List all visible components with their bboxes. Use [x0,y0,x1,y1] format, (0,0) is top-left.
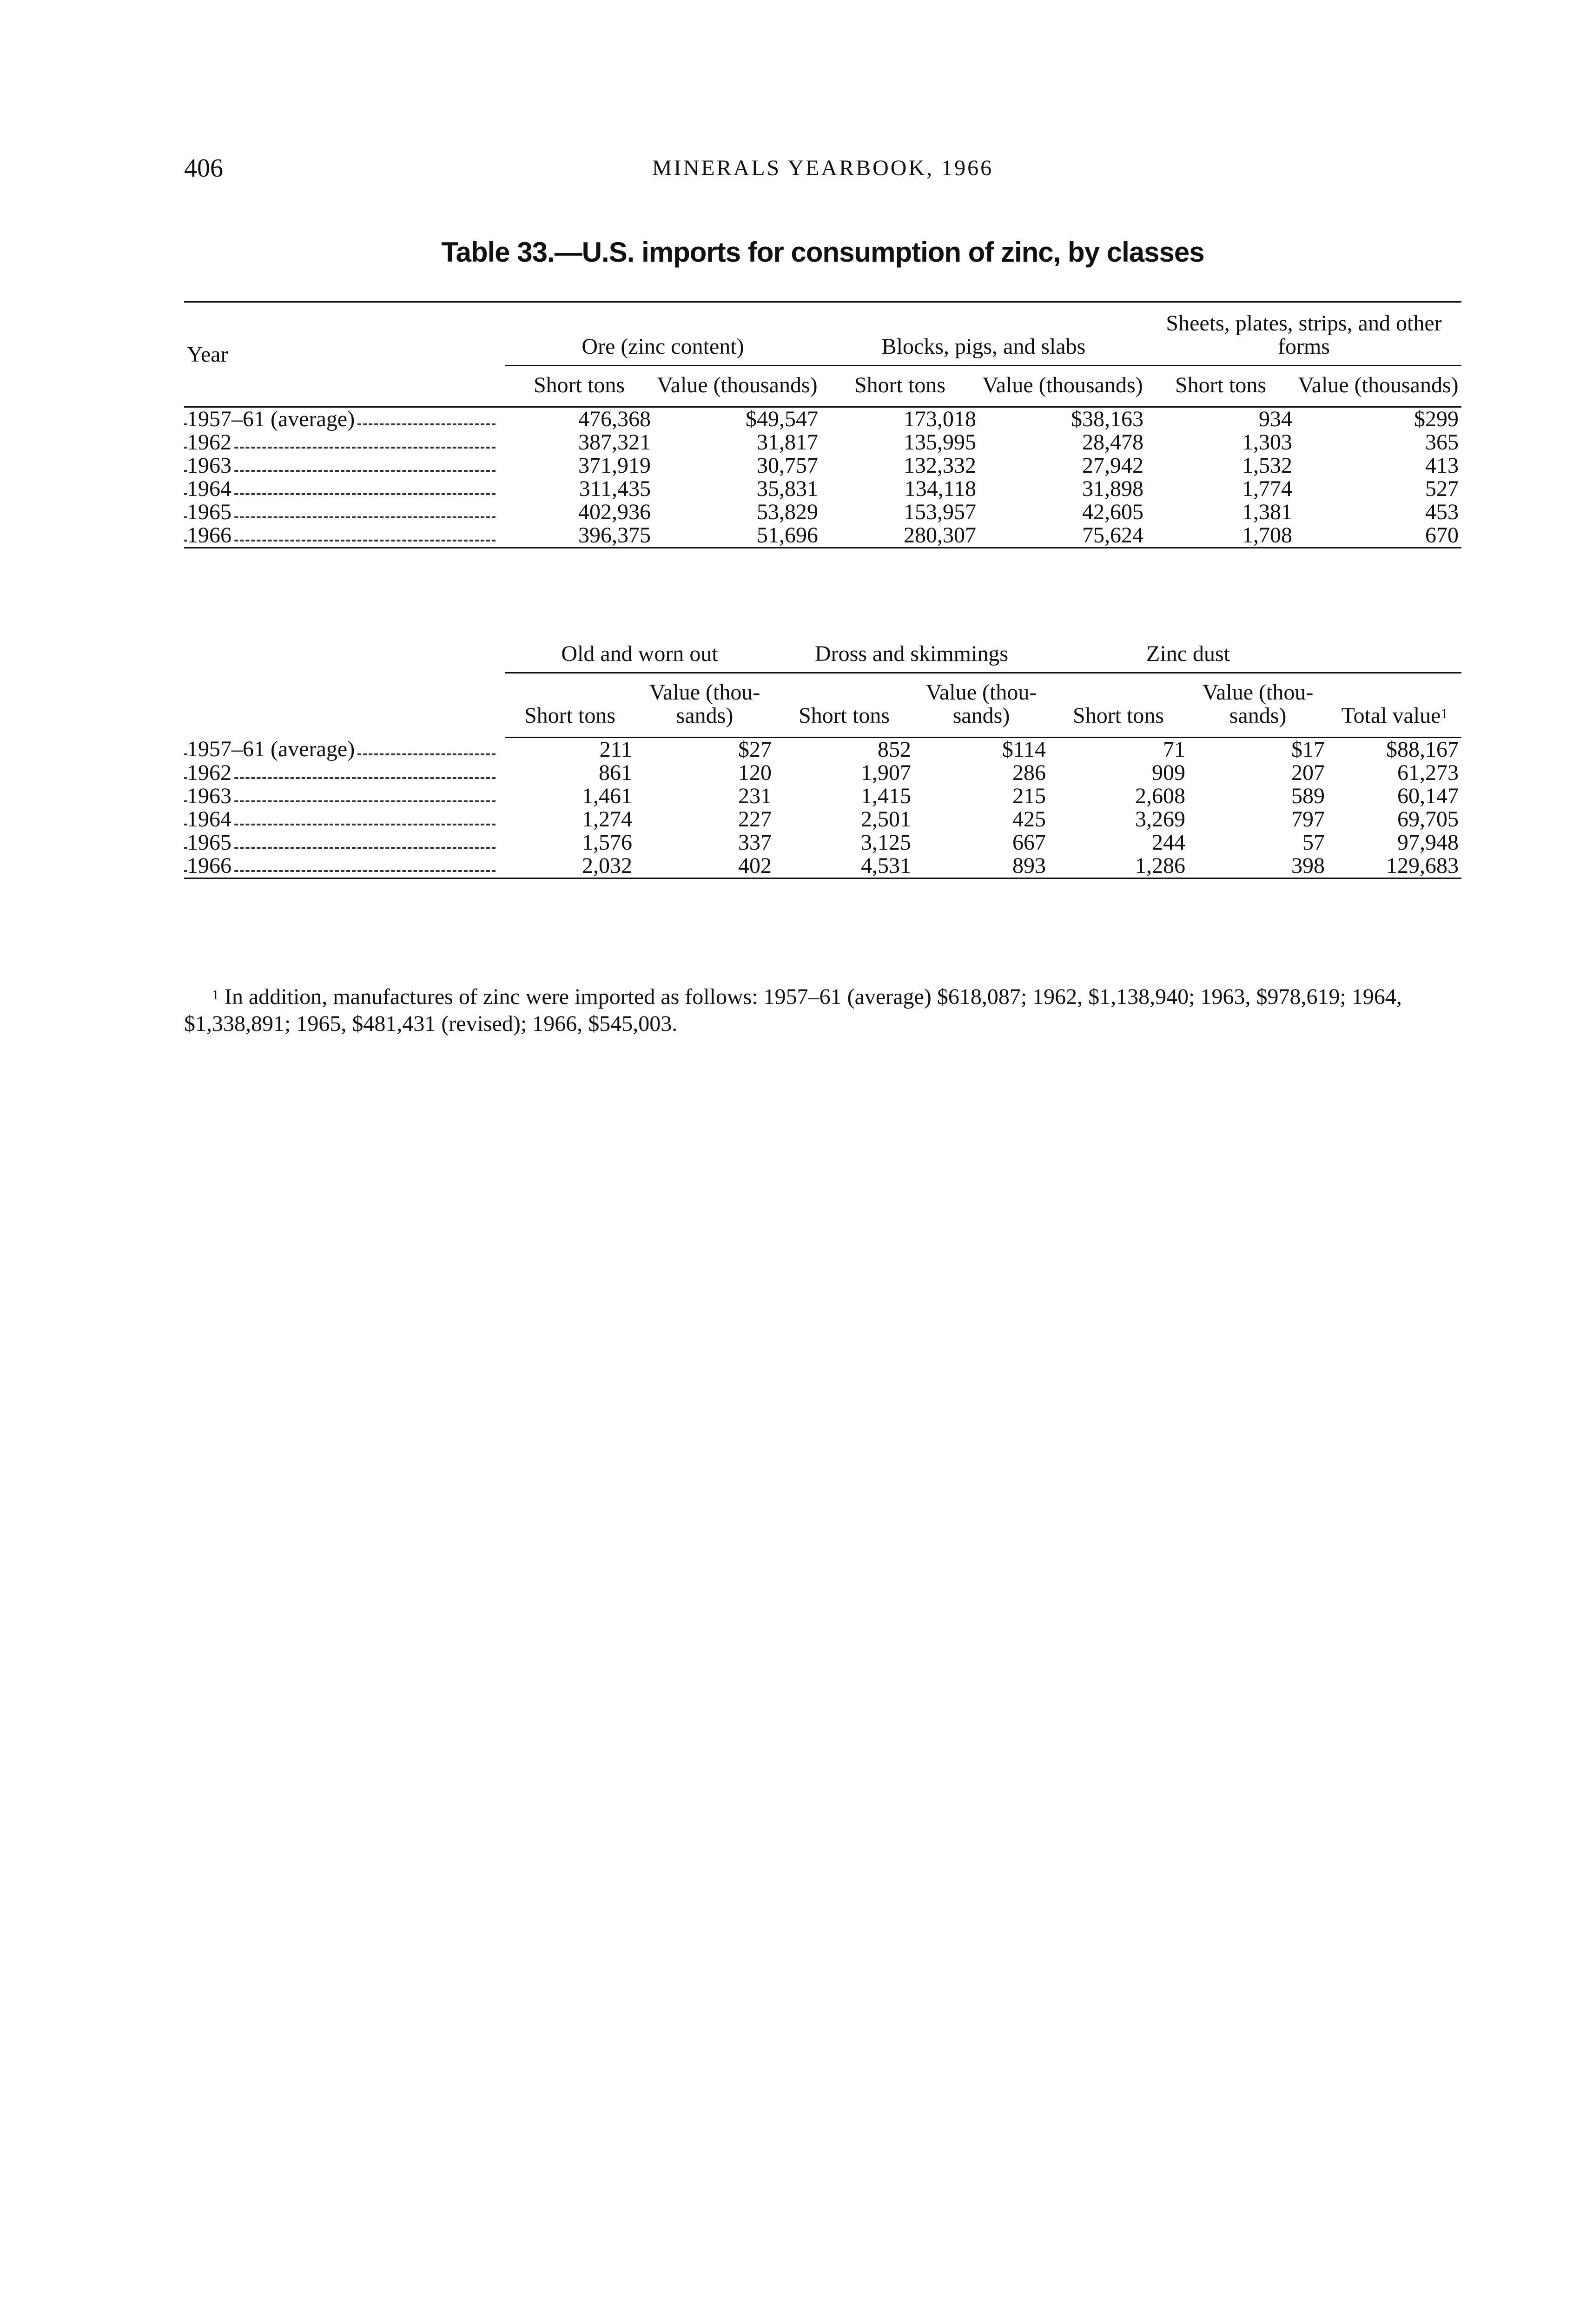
value-cell: 667 [1012,830,1046,855]
value-cell: $38,163 [1071,407,1143,431]
table-row [184,785,1461,808]
value-cell: 207 [1291,760,1325,785]
value-cell: 337 [738,830,772,855]
table-row [184,524,1461,548]
value-cell: 396,375 [505,524,654,548]
value-cell: 402 [635,854,774,878]
value-cell: 425 [1012,807,1046,832]
year-cell [184,454,505,477]
value-cell: 27,942 [1082,453,1143,478]
value-cell: 909 [1152,760,1186,785]
value-cell: 227 [738,807,772,832]
value-cell: 4,531 [774,854,914,878]
year-label: 1965 [187,501,233,524]
page-number: 406 [184,154,223,183]
table-row [184,761,1461,785]
value-cell: 35,831 [757,476,818,501]
value-cell: 97,948 [1397,830,1459,855]
value-cell: 75,624 [979,524,1146,548]
year-label: 1957–61 (average) [187,407,357,431]
value-cell: 120 [738,760,772,785]
value-cell: 28,478 [1082,430,1143,455]
year-cell [184,831,505,854]
year-label: 1965 [187,831,233,854]
year-column-spacer [184,673,505,738]
value-cell: 398 [1188,854,1328,878]
year-label: 1962 [187,761,233,785]
table-title: Table 33.—U.S. imports for consumption of zinc, by classes [441,237,1204,268]
value-cell: 476,368 [578,407,651,431]
value-cell: 134,118 [904,476,976,501]
value-cell: 3,125 [861,830,912,855]
value-cell: 387,321 [578,430,651,455]
footnote-marker: 1 [212,987,219,1003]
year-label: 1964 [187,808,233,831]
value-cell: 280,307 [821,524,979,548]
column-header-total [1328,673,1461,738]
value-cell: 1,274 [582,807,632,832]
value-cell: 57 [1302,830,1325,855]
value-cell: $27 [738,737,772,762]
value-cell: 1,381 [1242,500,1292,524]
value-cell: 670 [1295,524,1461,548]
value-cell: 861 [599,760,632,785]
value-cell: $299 [1414,407,1459,431]
year-cell [184,785,505,808]
value-cell: 1,286 [1049,854,1188,878]
column-header: Value (thou- sands) [635,673,774,738]
column-header: Short tons [505,366,654,407]
year-label: 1966 [187,854,233,878]
year-cell [184,407,505,431]
table-row [184,407,1461,431]
group-header-sheets: Sheets, plates, strips, and other forms [1146,302,1461,366]
value-cell: 3,269 [1135,807,1186,832]
value-cell: 402,936 [578,500,651,524]
table-row [184,501,1461,524]
value-cell: 31,817 [757,430,818,455]
value-cell: 413 [1425,453,1459,478]
value-cell: 797 [1291,807,1325,832]
table-row [184,854,1461,878]
column-header: Short tons [821,366,979,407]
value-cell: 365 [1425,430,1459,455]
value-cell: 30,757 [757,453,818,478]
imports-table-part2 [184,633,1461,879]
value-cell: 132,332 [904,453,976,478]
table-row [184,454,1461,477]
year-label: 1963 [187,785,233,808]
footnote-marker: 1 [1441,706,1448,721]
year-cell [184,524,505,548]
table-row [184,431,1461,454]
value-cell: 2,032 [505,854,635,878]
column-header: Value (thousands) [654,366,821,407]
value-cell: 71 [1163,737,1186,762]
value-cell: 1,708 [1146,524,1295,548]
value-cell: 153,957 [904,500,976,524]
imports-table-part1 [184,301,1461,548]
value-cell: 1,461 [582,784,632,808]
value-cell: 53,829 [757,500,818,524]
column-header: Value (thou- sands) [1188,673,1328,738]
group-header-total-spacer [1328,633,1461,673]
value-cell: 2,608 [1135,784,1186,808]
total-value-label: Total value [1341,703,1441,728]
value-cell: 1,303 [1242,430,1292,455]
value-cell: 453 [1425,500,1459,524]
value-cell: 129,683 [1328,854,1461,878]
value-cell: 286 [1012,760,1046,785]
value-cell: 852 [878,737,912,762]
column-header: Short tons [1049,673,1188,738]
value-cell: 934 [1259,407,1292,431]
value-cell: 371,919 [578,453,651,478]
value-cell: 244 [1152,830,1186,855]
group-header-old-worn: Old and worn out [505,633,774,673]
column-header: Short tons [774,673,914,738]
value-cell: $49,547 [746,407,818,431]
group-header-dross: Dross and skimmings [774,633,1049,673]
column-header: Value (thousands) [1295,366,1461,407]
year-cell [184,854,505,878]
column-header: Value (thousands) [979,366,1146,407]
year-column-spacer [184,633,505,673]
value-cell: 60,147 [1397,784,1459,808]
value-cell: 589 [1291,784,1325,808]
value-cell: 173,018 [904,407,976,431]
value-cell: 2,501 [861,807,912,832]
value-cell: 1,532 [1242,453,1292,478]
year-label: 1966 [187,524,233,548]
year-cell [184,431,505,454]
year-label: 1964 [187,477,233,501]
table-footnote [184,984,1461,1037]
value-cell: 211 [599,737,632,762]
table-row [184,808,1461,831]
table-row [184,831,1461,854]
value-cell: 135,995 [904,430,976,455]
column-header: Short tons [1146,366,1295,407]
year-label: 1962 [187,431,233,454]
year-cell [184,761,505,785]
value-cell: 61,273 [1397,760,1459,785]
running-title: MINERALS YEARBOOK, 1966 [652,156,994,180]
value-cell: 215 [1012,784,1046,808]
group-header-ore: Ore (zinc content) [505,302,821,366]
year-cell [184,501,505,524]
value-cell: 51,696 [654,524,821,548]
year-label: 1957–61 (average) [187,738,357,762]
value-cell: 69,705 [1397,807,1459,832]
value-cell: 42,605 [1082,500,1143,524]
value-cell: $114 [1002,737,1046,762]
page-header [184,153,1461,191]
year-label: 1963 [187,454,233,477]
column-header: Short tons [505,673,635,738]
table-row [184,477,1461,501]
value-cell: $17 [1291,737,1325,762]
value-cell: 1,774 [1242,476,1292,501]
value-cell: 231 [738,784,772,808]
value-cell: $88,167 [1386,737,1459,762]
value-cell: 893 [914,854,1049,878]
footnote-text: In addition, manufactures of zinc were imported as follows: 1957–61 (average) $618,087; 1962, $1,138,940; 1963, $978,619; 1964, $1,338,891; 1965, $481,431 (revised); 1966, $545,003. [184,984,1402,1036]
group-header-zinc-dust: Zinc dust [1049,633,1328,673]
year-cell [184,808,505,831]
year-column-header: Year [184,302,505,407]
value-cell: 1,907 [861,760,912,785]
year-cell [184,477,505,501]
column-header: Value (thou- sands) [914,673,1049,738]
group-header-blocks: Blocks, pigs, and slabs [821,302,1146,366]
value-cell: 311,435 [579,476,651,501]
year-cell [184,738,505,762]
table-row [184,738,1461,762]
value-cell: 527 [1425,476,1459,501]
value-cell: 31,898 [1082,476,1143,501]
value-cell: 1,576 [582,830,632,855]
value-cell: 1,415 [861,784,912,808]
